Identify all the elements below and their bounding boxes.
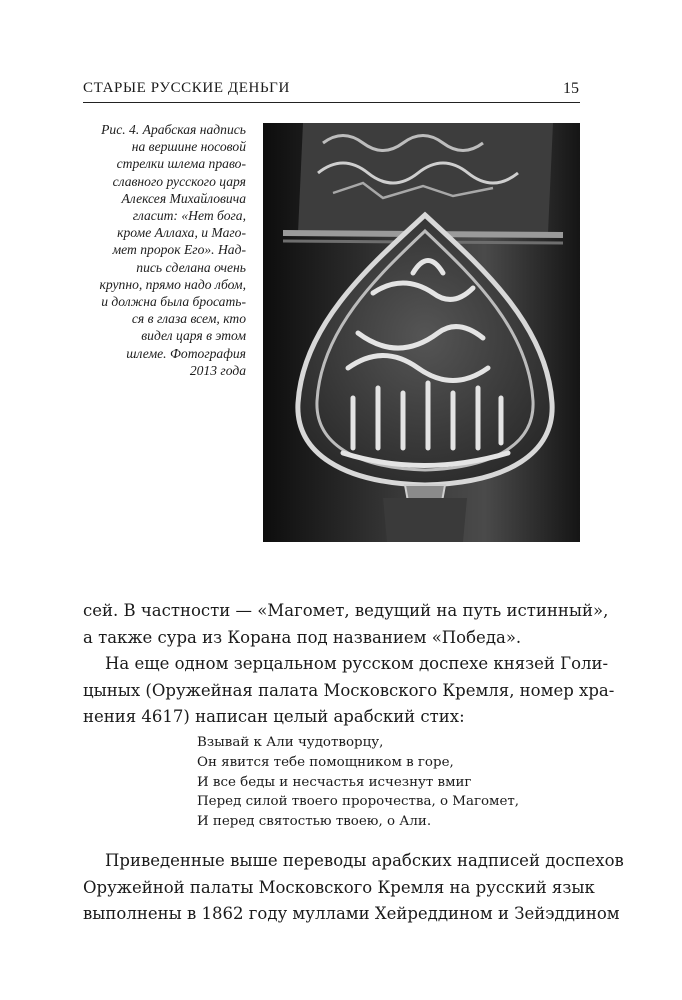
poem-quote [197,733,519,832]
text-line: Оружейной палаты Московского Кремля на русский язык [83,877,595,897]
caption-line: на вершине носовой [131,139,246,155]
caption-line: Алексея Михайловича [121,190,246,206]
helmet-photo [263,123,580,542]
caption-line: шлеме. Фотография [126,345,246,361]
text-line: Приведенные выше переводы арабских надписей доспехов [105,851,624,870]
page-header [83,78,580,103]
paragraph-3 [83,848,624,928]
text-line: На еще одном зерцальном русском доспехе князей Голи- [105,654,609,673]
text-line: выполнены в 1862 году муллами Хейреддином и Зейэддином [83,904,620,924]
text-line: сей. В частности — «Магомет, ведущий на путь истинный», [83,601,609,620]
paragraph-2 [83,651,615,731]
poem-line: Взывай к Али чудотворцу, [197,735,384,750]
poem-line: Перед силой твоего пророчества, о Магомет, [197,794,520,810]
text-line: нения 4617) написан целый арабский стих: [83,707,465,727]
text-line: а также сура из Корана под названием «Победа». [83,627,522,647]
caption-line: и должна была бросать- [101,294,246,310]
caption-line: кроме Аллаха, и Маго- [117,225,246,241]
caption-line: видел царя в этом [141,328,246,344]
caption-line: славного русского царя [112,173,246,189]
poem-line: И перед святостью твоею, о Али. [197,814,432,830]
caption-line: пись сделана очень [136,259,246,275]
caption-line: Рис. 4. Арабская надпись [101,122,246,137]
caption-line: 2013 года [189,362,246,378]
paragraph-1 [83,598,609,651]
text-line: цыных (Оружейная палата Московского Кремля, номер хра- [83,680,615,700]
page-number: 15 [563,80,579,97]
poem-line: Он явится тебе помощником в горе, [197,754,454,770]
caption-line: крупно, прямо надо лбом, [99,276,246,292]
poem-line: И все беды и несчастья исчезнут вмиг [197,774,472,790]
caption-line: ся в глаза всем, кто [131,311,246,327]
caption-line: гласит: «Нет бога, [132,208,246,224]
figure-caption [80,121,246,379]
caption-line: стрелки шлема право- [116,156,246,172]
caption-line: мет пророк Его». Над- [112,242,246,258]
helmet-inscription-illustration [263,123,580,542]
running-head: СТАРЫЕ РУССКИЕ ДЕНЬГИ [83,80,290,96]
